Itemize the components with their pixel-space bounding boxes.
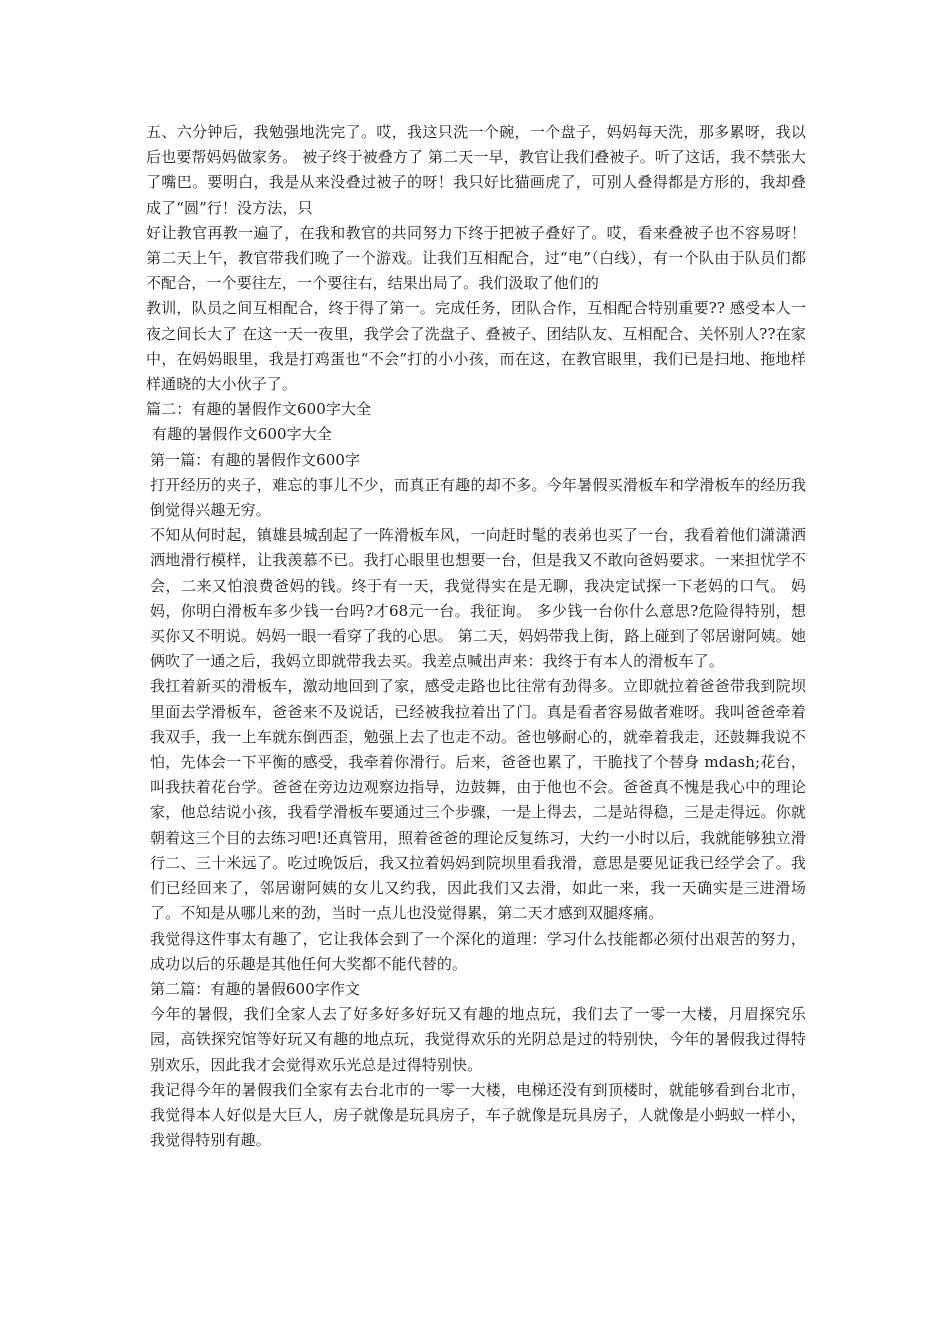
part-heading: 第二篇：有趣的暑假600字作文 [150,979,361,998]
document-page [146,120,806,1153]
paragraph: 不知从何时起，镇雄县城刮起了一阵滑板车风，一向赶时髦的表弟也买了一台，我看着他们潇潇洒洒地滑行模样，让我羡慕不已。我打心眼里也想要一台，但是我又不敢向爸妈要求。一来担忧学不会，二来又怕浪费爸妈的钱。终于有一天，我觉得实在是无聊，我决定试探一下老妈的口气。 妈妈，你明白滑板车多少钱一台吗?才68元一台。我征询。 多少钱一台你什么意思?危险得特别，想买你又不明说。妈妈一眼一看穿了我的心思。 第二天，妈妈带我上街，路上碰到了邻居谢阿姨。她俩吹了一通之后，我妈立即就带我去买。我差点喊出声来：我终于有本人的滑板车了。 [150,526,806,671]
paragraph: 我记得今年的暑假我们全家有去台北市的一零一大楼，电梯还没有到顶楼时，就能够看到台北市，我觉得本人好似是大巨人，房子就像是玩具房子，车子就像是玩具房子，人就像是小蚂蚁一样小，我觉得特别有趣。 [150,1080,806,1150]
paragraph: 我觉得这件事太有趣了，它让我体会到了一个深化的道理：学习什么技能都必须付出艰苦的努力，成功以后的乐趣是其他任何大奖都不能代替的。 [150,929,806,973]
paragraph: 教训，队员之间互相配合，终于得了第一。完成任务，团队合作，互相配合特别重要?? 感受本人一夜之间长大了 在这一天一夜里，我学会了洗盘子、叠被子、团结队友、互相配合、关怀别人??在家中，在妈妈眼里，我是打鸡蛋也“不会”打的小小孩，而在这，在教官眼里，我们已是扫地、拖地样样通晓的大小伙子了。 [146,299,806,394]
paragraph: 好让教官再教一遍了，在我和教官的共同努力下终于把被子叠好了。哎，看来叠被子也不容易呀！ 第二天上午，教官带我们晚了一个游戏。让我们互相配合，过“电”（白线），有一个队由于队员们都不配合，一个要往左，一个要往右，结果出局了。我们汲取了他们的 [146,223,806,293]
paragraph: 打开经历的夹子，难忘的事儿不少，而真正有趣的却不多。今年暑假买滑板车和学滑板车的经历我倒觉得兴趣无穷。 [150,475,806,520]
paragraph: 今年的暑假，我们全家人去了好多好多好玩又有趣的地点玩，我们去了一零一大楼，月眉探究乐园，高铁探究馆等好玩又有趣的地点玩，我觉得欢乐的光阴总是过的特别快，今年的暑假我过得特别欢乐，因此我才会觉得欢乐光总是过得特别快。 [150,1005,806,1074]
paragraph: 我扛着新买的滑板车，激动地回到了家，感受走路也比往常有劲得多。立即就拉着爸爸带我到院坝里面去学滑板车，爸爸来不及说话，已经被我拉着出了门。真是看者容易做者难呀。我叫爸爸牵着我双手，我一上车就东倒西歪，勉强上去了也走不动。爸也够耐心的，就牵着我走，还鼓舞我说不怕，先体会一下平衡的感受，我牵着你滑行。后来，爸爸也累了，干脆找了个替身 mdash;花台，叫我扶着花台学。爸爸在旁边边观察边指导，边鼓舞，由于他也不会。爸爸真不愧是我心中的理论家，他总结说小孩，我看学滑板车要通过三个步骤，一是上得去，二是站得稳，三是走得远。你就朝着这三个目的去练习吧!还真管用，照着爸爸的理论反复练习，大约一小时以后，我就能够独立滑行二、三十米远了。吃过晚饭后，我又拉着妈妈到院坝里看我滑，意思是要见证我已经学会了。我们已经回来了，邻居谢阿姨的女儿又约我，因此我们又去滑，如此一来，我一天确实是三进滑场了。不知是从哪儿来的劲，当时一点儿也没觉得累，第二天才感到双腿疼痛。 [150,677,806,923]
paragraph: 五、六分钟后，我勉强地洗完了。哎，我这只洗一个碗，一个盘子，妈妈每天洗，那多累呀，我以后也要帮妈妈做家务。 被子终于被叠方了 第二天一早，教官让我们叠被子。听了这话，我不禁张大了嘴巴。要明白，我是从来没叠过被子的呀！我只好比猫画虎了，可别人叠得都是方形的，我却叠成了“圆”行！没方法，只 [146,123,806,217]
part-heading: 第一篇：有趣的暑假作文600字 [150,450,361,469]
section-subheading: 有趣的暑假作文600字大全 [152,425,332,444]
section-heading: 篇二：有趣的暑假作文600字大全 [146,400,372,419]
